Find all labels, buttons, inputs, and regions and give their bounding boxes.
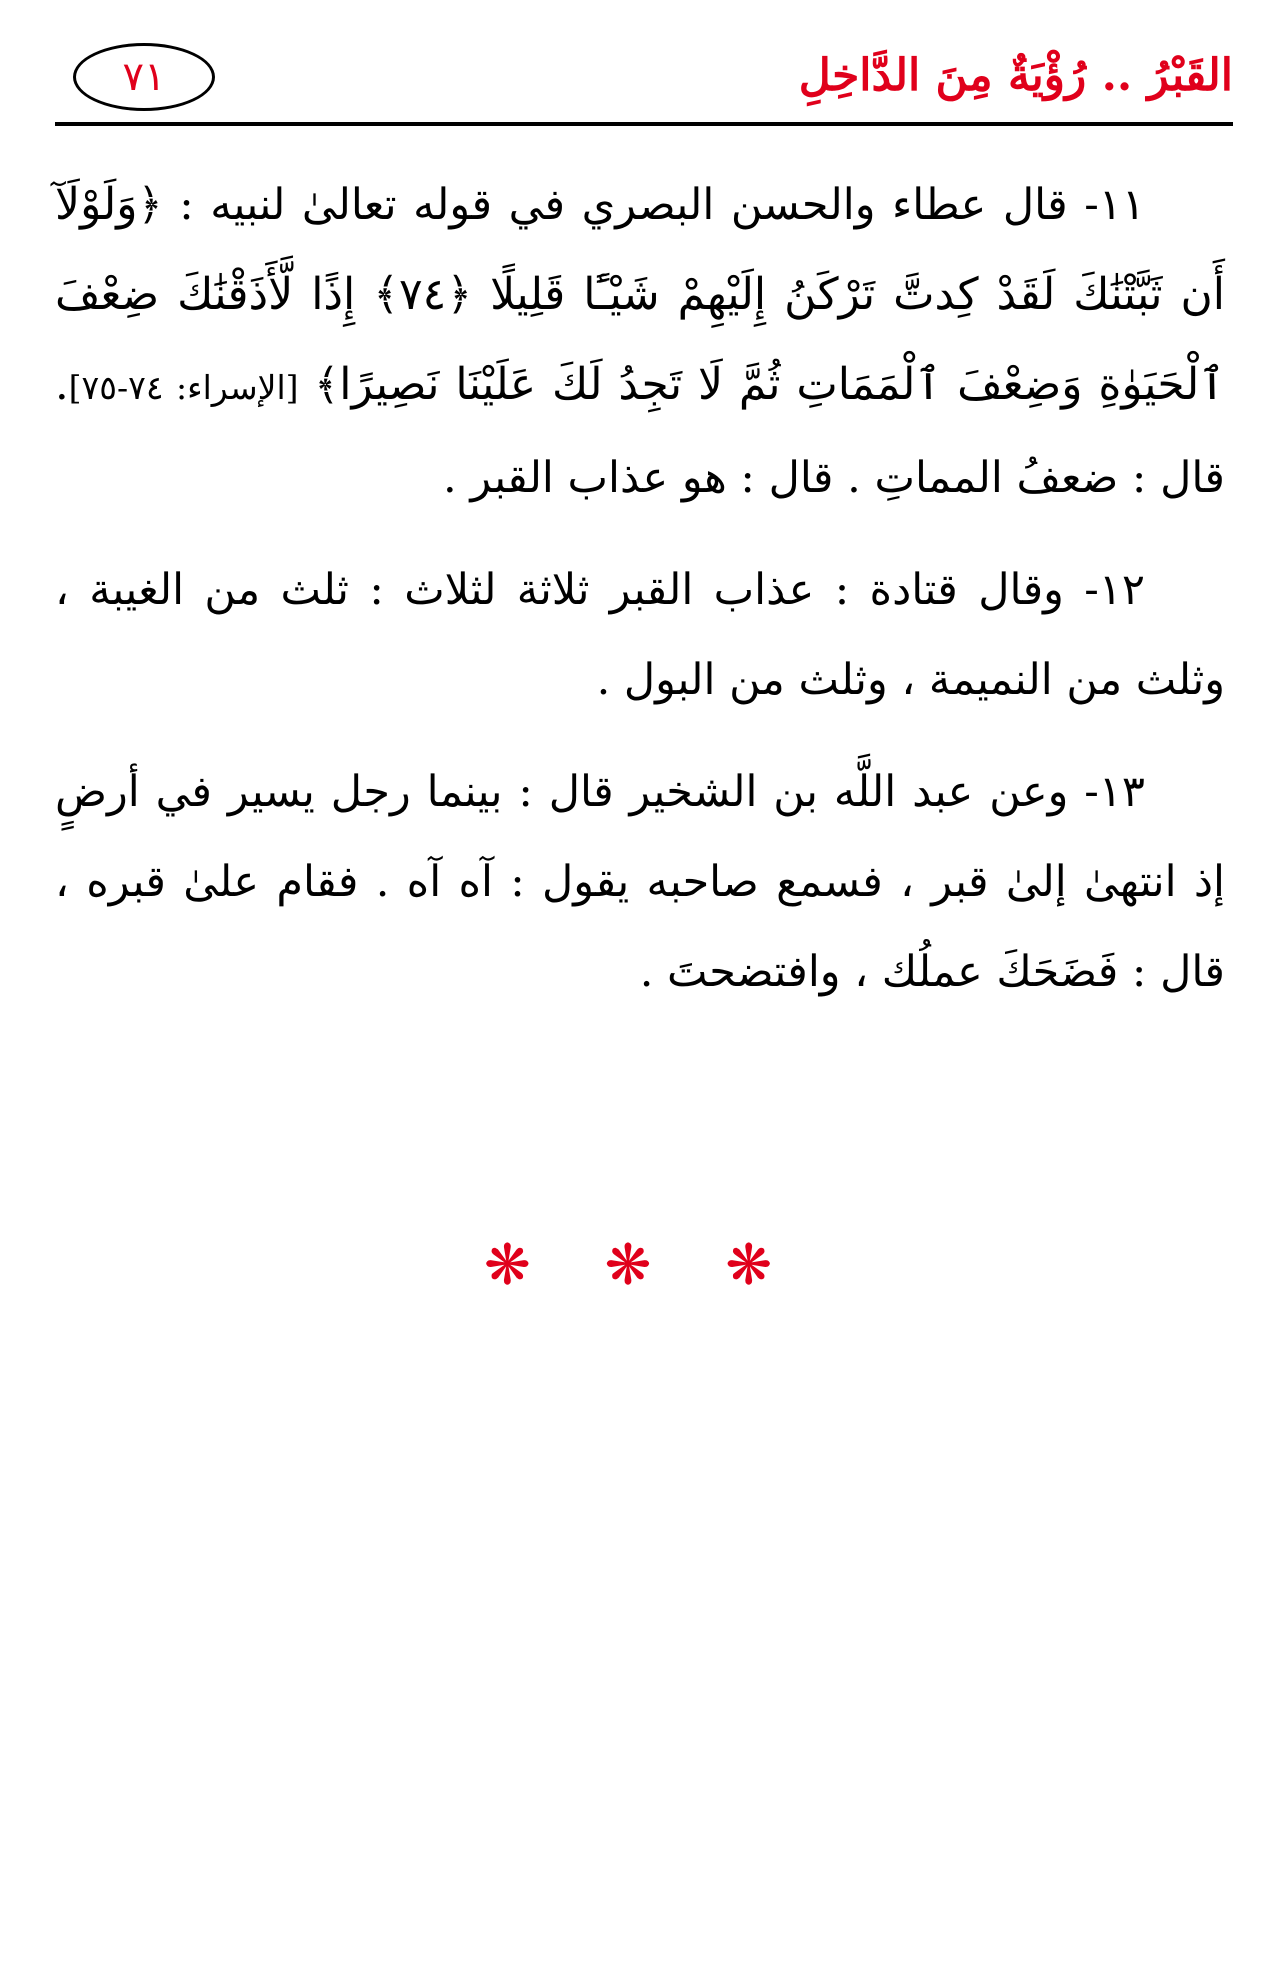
- page-number-badge: [73, 43, 215, 111]
- paragraph-11-rest: . قال : ضعفُ المماتِ . قال : هو عذاب القبر .: [55, 360, 1225, 503]
- quran-open-bracket: ﴿: [137, 180, 163, 230]
- paragraph-11: [55, 160, 1225, 523]
- paragraph-12: ١٢- وقال قتادة : عذاب القبر ثلاثة لثلاث : ثلث من الغيبة ، وثلث من النميمة ، وثلث من البول .: [55, 565, 1225, 705]
- quran-reference: [الإسراء: ٧٤-٧٥]: [68, 368, 299, 407]
- quran-verse: وَلَوْلَآ أَن ثَبَّتْنَٰكَ لَقَدْ كِدتَّ تَرْكَنُ إِلَيْهِمْ شَيْـًٔا قَلِيلًا ﴿٧٤﴾ إِذًا لَّأَذَقْنَٰكَ ضِعْفَ ٱلْحَيَوٰةِ وَضِعْفَ ٱلْمَمَاتِ ثُمَّ لَا تَجِدُ لَكَ عَلَيْنَا نَصِيرًا: [55, 179, 1226, 410]
- body-text: [55, 160, 1225, 1039]
- book-title: القَبْرُ .. رُؤْيَةٌ مِنَ الدَّاخِلِ: [798, 50, 1233, 101]
- paragraph-13: ١٣- وعن عبد اللَّه بن الشخير قال : بينما رجل يسير في أرضٍ إذ انتهىٰ إلىٰ قبر ، فسمع صاحبه يقول : آه آه . فقام علىٰ قبره ، قال : فَضَحَكَ عملُك ، وافتضحتَ .: [55, 767, 1225, 997]
- page-number: ٧١: [122, 54, 166, 100]
- section-separator-stars: ❋ ❋ ❋: [483, 1233, 801, 1298]
- header-divider: [55, 122, 1233, 126]
- page-header: [55, 28, 1233, 126]
- paragraph-11-intro: ١١- قال عطاء والحسن البصري في قوله تعالىٰ لنبيه :: [179, 180, 1145, 230]
- quran-close-bracket: ﴾: [314, 360, 340, 410]
